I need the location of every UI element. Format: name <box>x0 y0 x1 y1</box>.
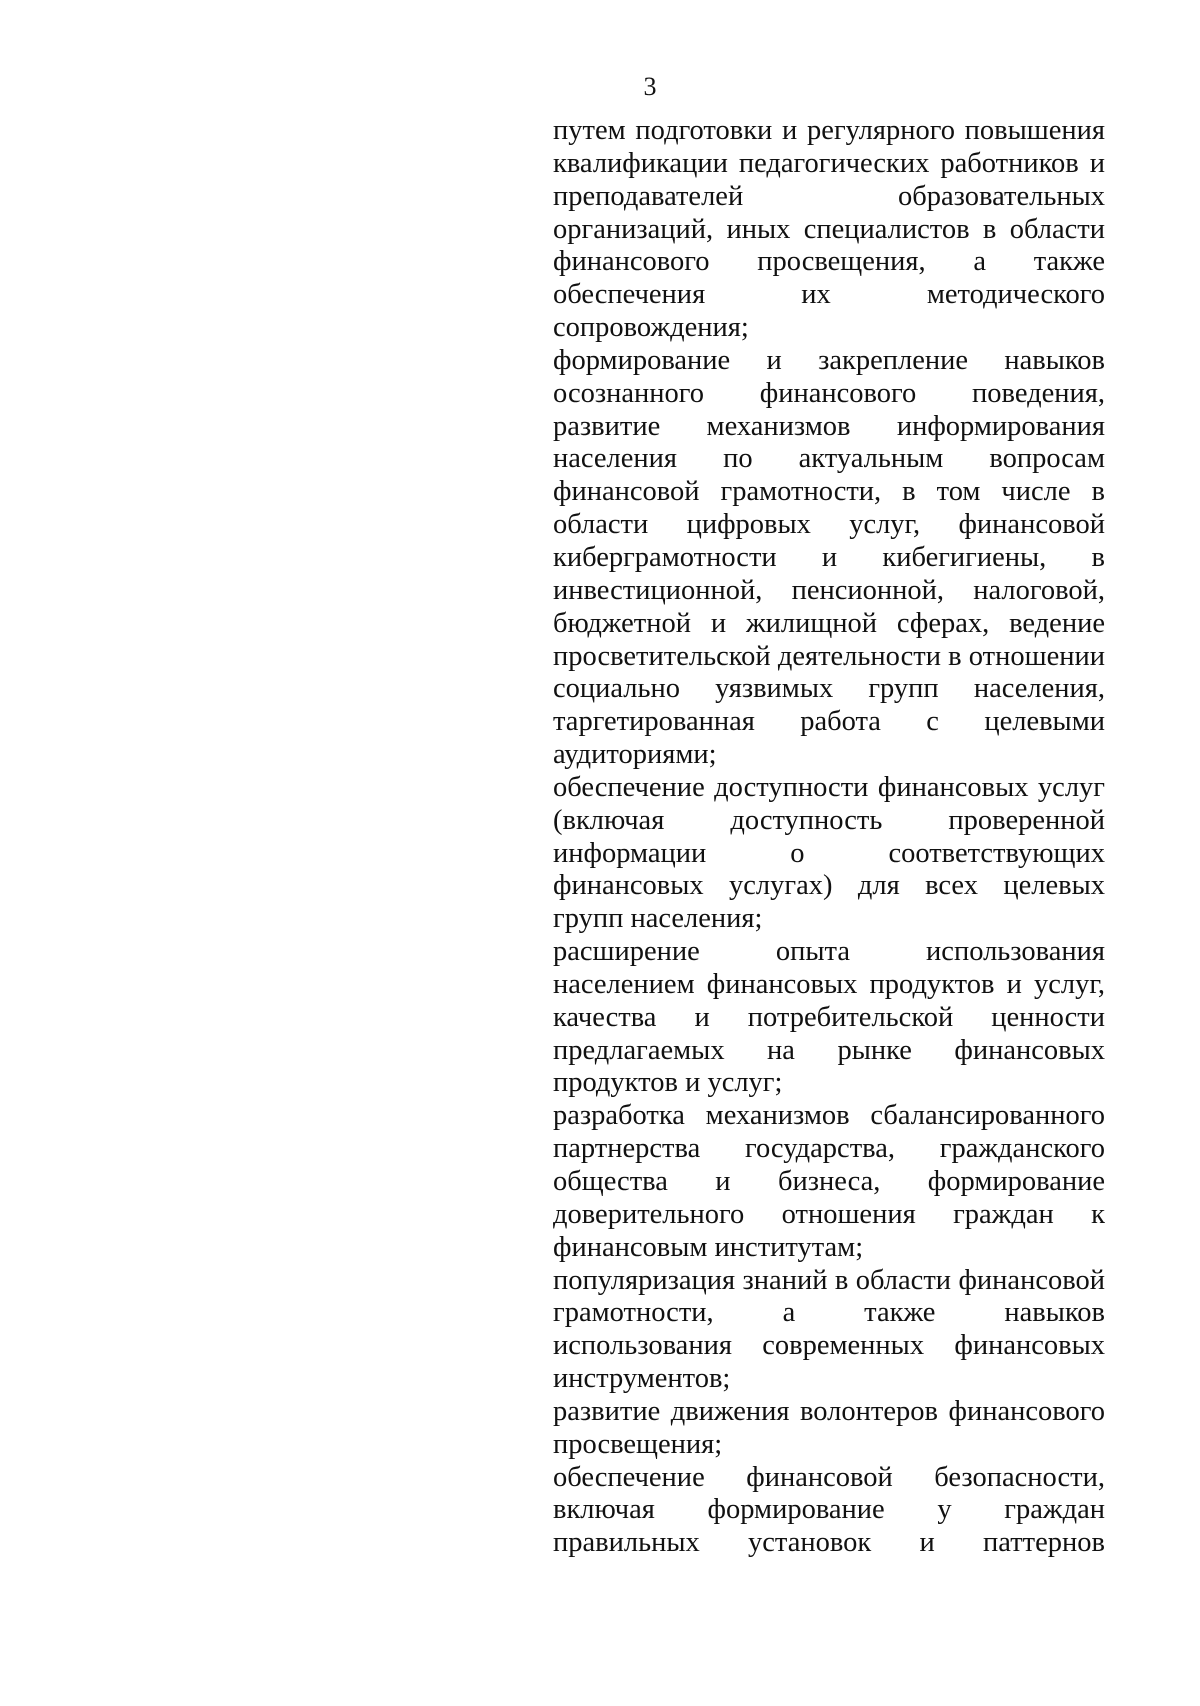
paragraph-financial-security: обеспечение финансовой безопасности, включая формирование у граждан правильных установок и паттернов <box>553 1461 1105 1559</box>
paragraph-knowledge-popularization: популяризация знаний в области финансовой грамотности, а также навыков использования современных финансовых инструментов; <box>553 1264 1105 1395</box>
paragraph-partnership: разработка механизмов сбалансированного партнерства государства, гражданского общества и бизнеса, формирование доверительного отношения граждан к финансовым институтам; <box>553 1100 1105 1263</box>
paragraph-volunteers: развитие движения волонтеров финансового просвещения; <box>553 1395 1105 1460</box>
body-text <box>553 115 1105 1560</box>
paragraph-service-accessibility: обеспечение доступности финансовых услуг (включая доступность проверенной информации о соответствующих финансовых услугах) для всех целевых групп населения; <box>553 771 1105 935</box>
paragraph-product-experience: расширение опыта использования населением финансовых продуктов и услуг, качества и потребительской ценности предлагаемых на рынке финансовых продуктов и услуг; <box>553 936 1105 1099</box>
paragraph-teacher-training: путем подготовки и регулярного повышения квалификации педагогических работников и преподавателей образовательных организаций, иных специалистов в области финансового просвещения, а также обеспечения их методического сопровождения; <box>553 115 1105 344</box>
page-number: 3 <box>643 72 657 101</box>
paragraph-financial-behavior: формирование и закрепление навыков осознанного финансового поведения, развитие механизмов информирования населения по актуальным вопросам финансовой грамотности, в том числе в области цифровых услуг, финансовой киберграмотности и кибегигиены, в инвестиционной, пенсионной, налоговой, бюджетной и жилищной сферах, ведение просветительской деятельности в отношении социально уязвимых групп населения, таргетированная работа с целевыми аудиториями; <box>553 344 1105 771</box>
